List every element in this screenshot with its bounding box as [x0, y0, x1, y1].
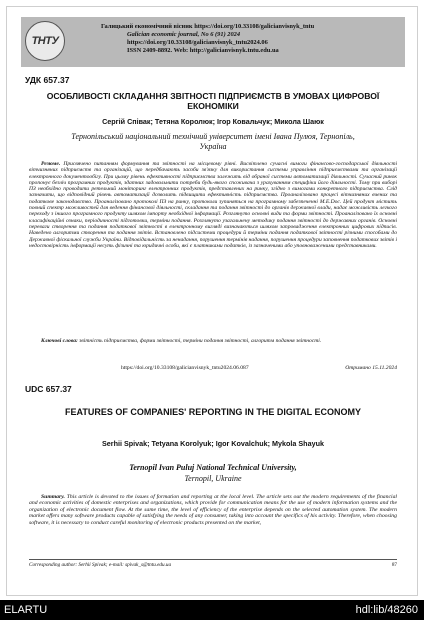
keywords-ua	[29, 338, 397, 344]
doi-line	[29, 365, 397, 373]
page-number: 87	[391, 562, 397, 568]
summary-label-en: Summary.	[41, 494, 65, 500]
logo-text: ТНТУ	[31, 35, 59, 47]
abstract-label-ua: Резюме.	[41, 161, 61, 167]
page-footer	[29, 559, 397, 572]
repository-bar	[0, 600, 424, 620]
summary-text-en: This article is devoted to the issues of formation and reporting at the local level. The article sets out the modern requirements of the financial and economic activities of domestic enterprises and organizations, which provide for communication means for the use of modern information systems and the organization of electronic document flow. At the same time, the level of efficiency of the enterprise depends on the selected automation system. The modern market offers many software products capable of satisfying the needs of any consumer, taking into account the specifics of his activity. Therefore, when choosing software, it is necessary to conduct careful monitoring of electronic products presented on the market,	[29, 494, 397, 526]
udc-en: UDC 657.37	[25, 384, 72, 394]
journal-header-band	[21, 17, 405, 67]
authors-ua: Сергій Співак; Тетяна Королюк; Ігор Ковальчук; Микола Шаюк	[102, 117, 324, 126]
university-logo	[25, 21, 65, 61]
udc-ua: УДК 657.37	[25, 75, 70, 85]
affiliation-ua: Тернопільський національний технічний університет імені Івана Пулюя, Тернопіль, Україна	[71, 132, 355, 151]
corresponding-author: Corresponding author: Serhii Spivak; e-mail: spivak_s@tntu.edu.ua	[29, 562, 172, 568]
abstract-text-ua: Присвячено питанням формування та звітності на місцевому рівні. Висвітлено сучасні вимоги фінансово-господарської діяльності вітчизняних підприємств та організацій, що передбачають засоби зв'язку для використання системи управління підприємствами та організації електронного документообігу. При цьому рівень ефективності підприємства залежить від обраної системи автоматизації діяльності. Сучасний ринок пропонує безліч програмних продуктів, здатних задовольнити потреби будь-якого споживача з урахуванням специфіки його діяльності. Тому при виборі ПЗ необхідно проводити ретельний моніторинг електронних продуктів, представлених на ринку, згідно з вимогами конкретного підприємства. Слід зазначити, що відповідний рівень автоматизації дозволить підвищити ефективність підприємства. Проаналізовано процесі вітчизняних вчених та податкове законодавство. Проаналізовано протоколі ПЗ на ринку, протоколи зупиняться на програмному забезпеченні M.E.Doc. Цей продукт містить повний спектр можливостей для ведення фінансової діяльності, складання та подання звітності до органів державної влади, надає можливість легкого переходу з іншого програмного продукту шляхом імпорту необхідної інформації. Розглянуто основні види та форми звітності. Проаналізовано їх основні класифікаційні ознаки, періодичності підготовки, терміни подання. Розглянуто узагальнену методику подання звітності до державних органів. Основні переваги створення та подання податкової звітності в електронному вигляді визначаються шляхом запровадження електронних цифрових підписів. Наведено алгоритми створення та подання звітів. Встановлено підсистеми процедури й терміни подання податкової звітності різними способами до Державної фіскальної служби України. Відповідальність за ненадання, порушення термінів надання, порушення процедури заповнення податкових звітів і недостовірність інформації несуть фізичні та юридичні особи, які є платниками податків, із зазначеними або уповноваженими представниками.	[29, 161, 397, 249]
keywords-text-ua: звітність підприємства, форми звітності, терміни подання звітності, алгоритм подання звітності.	[79, 338, 322, 344]
summary-en	[29, 494, 397, 554]
journal-issue-doi: https://doi.org/10.33108/galicianvisnyk_tntu2024.06	[127, 39, 268, 46]
journal-name-en: Galician economic journal, No 6 (91) 2024	[127, 31, 241, 38]
journal-page	[6, 6, 418, 596]
affiliation-en-line1: Ternopil Ivan Puluj National Technical University,	[129, 463, 297, 472]
affiliation-en-line2: Ternopil, Ukraine	[184, 474, 242, 483]
title-ua: ОСОБЛИВОСТІ СКЛАДАННЯ ЗВІТНОСТІ ПІДПРИЄМСТВ В УМОВАХ ЦИФРОВОЇ ЕКОНОМІКИ	[46, 91, 380, 111]
handle-id: hdl:lib/48260	[355, 604, 418, 616]
keywords-label-ua: Ключові слова:	[41, 338, 78, 344]
abstract-ua	[29, 161, 397, 337]
received-date: Отримано 15.11.2024	[345, 365, 397, 371]
journal-issn: ISSN 2409-8892. Web: http://galicianvisnyk.tntu.edu.ua	[127, 47, 279, 54]
journal-header-text	[101, 23, 401, 55]
authors-en: Serhii Spivak; Tetyana Korolyuk; Igor Kovalchuk; Mykola Shayuk	[102, 439, 324, 448]
article-doi-link[interactable]: https://doi.org/10.33108/galicianvisnyk_tntu2024.06.087	[121, 365, 249, 371]
repository-name: ELARTU	[4, 604, 48, 616]
title-en: FEATURES OF COMPANIES' REPORTING IN THE DIGITAL ECONOMY	[65, 407, 361, 417]
journal-name-ua: Галицький економічний вісник https://doi.org/10.33108/galicianvisnyk_tntu	[101, 23, 315, 30]
